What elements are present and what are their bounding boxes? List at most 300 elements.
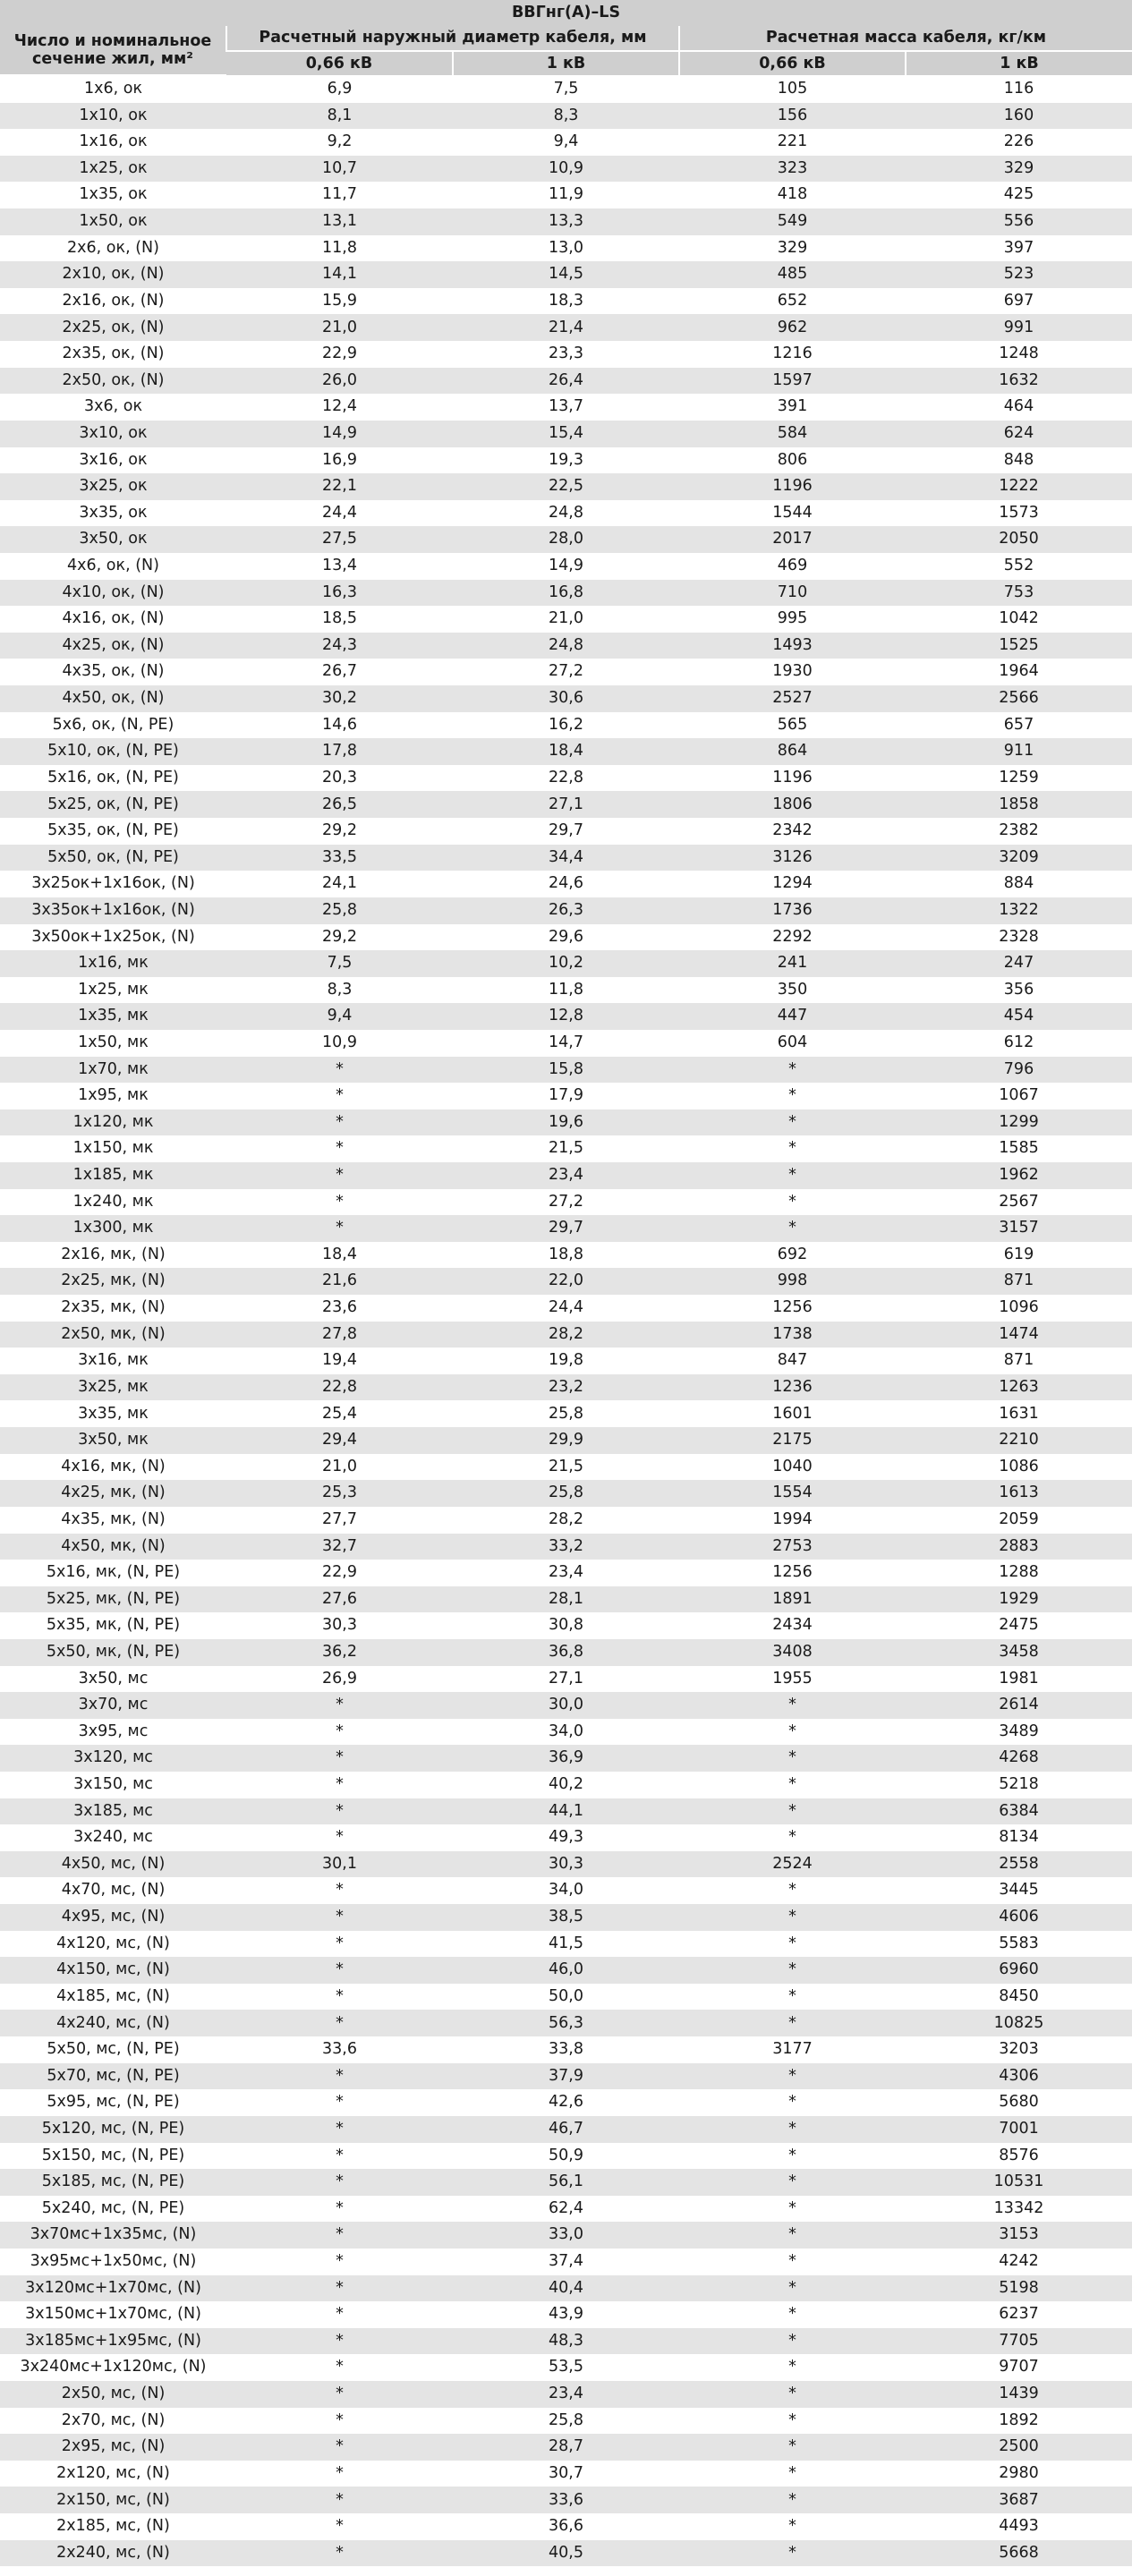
table-row	[0, 1560, 1132, 1586]
cell-section: 5х16, ок, (N, PE)	[0, 765, 226, 792]
header-mass-066kv: 0,66 кВ	[679, 51, 906, 75]
cell-diameter-1kv: 9,4	[453, 129, 679, 156]
cell-diameter-066kv: *	[226, 1931, 453, 1958]
cell-mass-1kv: 2059	[906, 1507, 1132, 1534]
table-row	[0, 1612, 1132, 1639]
table-row	[0, 791, 1132, 818]
cell-mass-066kv: *	[679, 2301, 906, 2328]
cell-mass-066kv: 1493	[679, 633, 906, 659]
cell-diameter-1kv: 56,3	[453, 2010, 679, 2036]
cell-mass-066kv: 2527	[679, 685, 906, 712]
table-row	[0, 1242, 1132, 1269]
cell-diameter-1kv: 18,4	[453, 738, 679, 765]
cell-section: 2х16, мк, (N)	[0, 1242, 226, 1269]
cell-diameter-066kv: 21,0	[226, 1454, 453, 1481]
cell-mass-1kv: 1259	[906, 765, 1132, 792]
cell-mass-1kv: 8134	[906, 1824, 1132, 1851]
cell-diameter-066kv: 26,5	[226, 791, 453, 818]
cell-mass-066kv: 692	[679, 1242, 906, 1269]
cell-section: 1х50, ок	[0, 208, 226, 235]
cell-diameter-1kv: 34,0	[453, 1719, 679, 1746]
cell-diameter-1kv: 10,9	[453, 156, 679, 183]
cell-mass-066kv: 1256	[679, 1560, 906, 1586]
cell-diameter-066kv: *	[226, 1957, 453, 1984]
cell-mass-1kv: 329	[906, 156, 1132, 183]
cell-mass-066kv: *	[679, 1135, 906, 1162]
table-row	[0, 2143, 1132, 2170]
cell-mass-1kv: 3458	[906, 1639, 1132, 1666]
cell-section: 1х25, ок	[0, 156, 226, 183]
cell-mass-1kv: 871	[906, 1268, 1132, 1295]
table-title: ВВГнг(А)–LS	[0, 0, 1132, 26]
table-row	[0, 2408, 1132, 2435]
table-row	[0, 1507, 1132, 1534]
cell-mass-066kv: *	[679, 1083, 906, 1109]
header-section: Число и номинальное сечение жил, мм²	[0, 26, 226, 75]
cell-mass-066kv: *	[679, 1904, 906, 1931]
cell-section: 5х150, мс, (N, PE)	[0, 2143, 226, 2170]
table-row	[0, 208, 1132, 235]
table-row	[0, 659, 1132, 685]
cell-section: 5х16, мк, (N, PE)	[0, 1560, 226, 1586]
cell-diameter-1kv: 33,6	[453, 2487, 679, 2513]
table-row	[0, 1639, 1132, 1666]
cell-diameter-1kv: 26,4	[453, 368, 679, 395]
cell-diameter-1kv: 29,7	[453, 1215, 679, 1242]
cell-diameter-1kv: 8,3	[453, 103, 679, 130]
cell-diameter-066kv: 21,6	[226, 1268, 453, 1295]
cell-section: 2х50, мс, (N)	[0, 2381, 226, 2408]
cell-mass-1kv: 5218	[906, 1772, 1132, 1798]
cell-diameter-066kv: 20,3	[226, 765, 453, 792]
cell-mass-1kv: 2567	[906, 1189, 1132, 1216]
cell-diameter-066kv: *	[226, 2063, 453, 2090]
cell-section: 1х300, мк	[0, 1215, 226, 1242]
cell-section: 3х50ок+1х25ок, (N)	[0, 924, 226, 951]
cell-diameter-066kv: 29,2	[226, 924, 453, 951]
cell-section: 5х10, ок, (N, PE)	[0, 738, 226, 765]
cell-mass-066kv: 2175	[679, 1427, 906, 1454]
cell-mass-1kv: 1248	[906, 341, 1132, 368]
cell-mass-1kv: 1964	[906, 659, 1132, 685]
cell-mass-1kv: 6384	[906, 1798, 1132, 1825]
cell-diameter-066kv: 22,1	[226, 473, 453, 500]
cell-diameter-066kv: 7,5	[226, 950, 453, 977]
table-row	[0, 1586, 1132, 1613]
cell-diameter-066kv: *	[226, 1083, 453, 1109]
cell-diameter-066kv: 30,2	[226, 685, 453, 712]
cell-diameter-1kv: 40,5	[453, 2540, 679, 2567]
header-diameter-066kv: 0,66 кВ	[226, 51, 453, 75]
cell-diameter-066kv: 22,9	[226, 341, 453, 368]
cell-diameter-1kv: 14,5	[453, 261, 679, 288]
cell-section: 3х120, мс	[0, 1745, 226, 1772]
table-row	[0, 2249, 1132, 2275]
cell-section: 3х70, мс	[0, 1692, 226, 1719]
cell-mass-066kv: *	[679, 1057, 906, 1084]
cell-section: 1х50, мк	[0, 1030, 226, 1057]
cell-mass-066kv: 1930	[679, 659, 906, 685]
cell-mass-1kv: 1632	[906, 368, 1132, 395]
cell-mass-1kv: 1263	[906, 1374, 1132, 1401]
cell-diameter-066kv: *	[226, 1692, 453, 1719]
cell-section: 4х25, мк, (N)	[0, 1480, 226, 1507]
cell-mass-1kv: 1288	[906, 1560, 1132, 1586]
table-row	[0, 1162, 1132, 1189]
cell-mass-1kv: 3489	[906, 1719, 1132, 1746]
cell-diameter-066kv: 26,9	[226, 1666, 453, 1693]
table-row	[0, 473, 1132, 500]
cell-diameter-066kv: *	[226, 1719, 453, 1746]
cell-mass-066kv: 1738	[679, 1322, 906, 1348]
cell-diameter-066kv: 30,1	[226, 1851, 453, 1878]
cell-diameter-066kv: 25,8	[226, 897, 453, 924]
cell-mass-1kv: 2328	[906, 924, 1132, 951]
cell-mass-1kv: 5680	[906, 2089, 1132, 2116]
cell-diameter-1kv: 42,6	[453, 2089, 679, 2116]
cell-mass-1kv: 3157	[906, 1215, 1132, 1242]
cell-diameter-066kv: 25,4	[226, 1400, 453, 1427]
table-row	[0, 156, 1132, 183]
cell-mass-1kv: 1585	[906, 1135, 1132, 1162]
cell-mass-066kv: *	[679, 1692, 906, 1719]
cell-diameter-066kv: *	[226, 1798, 453, 1825]
cell-diameter-1kv: 25,8	[453, 1400, 679, 1427]
cell-diameter-1kv: 29,7	[453, 818, 679, 845]
table-row	[0, 2513, 1132, 2540]
cell-diameter-066kv: *	[226, 2301, 453, 2328]
table-body	[0, 75, 1132, 2566]
cell-mass-1kv: 1631	[906, 1400, 1132, 1427]
cell-mass-1kv: 523	[906, 261, 1132, 288]
cell-diameter-1kv: 23,3	[453, 341, 679, 368]
cell-diameter-1kv: 56,1	[453, 2169, 679, 2196]
table-row	[0, 977, 1132, 1004]
cell-diameter-1kv: 23,4	[453, 1162, 679, 1189]
table-row	[0, 2461, 1132, 2487]
cell-section: 2х150, мс, (N)	[0, 2487, 226, 2513]
cell-mass-066kv: *	[679, 1824, 906, 1851]
cell-mass-1kv: 8576	[906, 2143, 1132, 2170]
cell-mass-1kv: 1474	[906, 1322, 1132, 1348]
cell-section: 1х120, мк	[0, 1109, 226, 1136]
table-row	[0, 2301, 1132, 2328]
cell-section: 1х35, мк	[0, 1003, 226, 1030]
table-row	[0, 2354, 1132, 2381]
cell-diameter-1kv: 30,0	[453, 1692, 679, 1719]
cell-diameter-1kv: 13,7	[453, 394, 679, 421]
cell-section: 1х16, ок	[0, 129, 226, 156]
table-row	[0, 421, 1132, 447]
table-row	[0, 1427, 1132, 1454]
table-row	[0, 580, 1132, 607]
header-mass: Расчетная масса кабеля, кг/км	[679, 26, 1132, 51]
table-row	[0, 75, 1132, 103]
cell-mass-1kv: 991	[906, 314, 1132, 341]
cell-diameter-1kv: 11,9	[453, 182, 679, 208]
table-row	[0, 1745, 1132, 1772]
cell-diameter-066kv: *	[226, 1877, 453, 1904]
cell-section: 4х50, мк, (N)	[0, 1534, 226, 1560]
cell-mass-1kv: 5668	[906, 2540, 1132, 2567]
cell-mass-1kv: 1573	[906, 500, 1132, 527]
cell-mass-066kv: 549	[679, 208, 906, 235]
cell-section: 3х16, ок	[0, 447, 226, 474]
cell-mass-066kv: 391	[679, 394, 906, 421]
table-row	[0, 1824, 1132, 1851]
cell-mass-1kv: 657	[906, 712, 1132, 739]
cell-mass-1kv: 624	[906, 421, 1132, 447]
cell-diameter-066kv: 17,8	[226, 738, 453, 765]
cell-mass-1kv: 1439	[906, 2381, 1132, 2408]
table-row	[0, 1268, 1132, 1295]
cell-mass-066kv: *	[679, 2381, 906, 2408]
cell-section: 5х120, мс, (N, PE)	[0, 2116, 226, 2143]
cell-section: 1х95, мк	[0, 1083, 226, 1109]
cell-diameter-066kv: 13,4	[226, 553, 453, 580]
cell-mass-066kv: *	[679, 1931, 906, 1958]
cell-diameter-1kv: 13,0	[453, 235, 679, 262]
cell-diameter-066kv: 18,4	[226, 1242, 453, 1269]
table-row	[0, 818, 1132, 845]
cell-section: 4х35, мк, (N)	[0, 1507, 226, 1534]
cell-diameter-1kv: 19,8	[453, 1348, 679, 1374]
cell-diameter-066kv: *	[226, 2143, 453, 2170]
cell-section: 3х185, мс	[0, 1798, 226, 1825]
cell-section: 3х95мс+1х50мс, (N)	[0, 2249, 226, 2275]
cell-mass-1kv: 4242	[906, 2249, 1132, 2275]
cell-section: 3х240мс+1х120мс, (N)	[0, 2354, 226, 2381]
cell-diameter-066kv: 27,6	[226, 1586, 453, 1613]
table-row	[0, 871, 1132, 897]
cell-mass-1kv: 13342	[906, 2196, 1132, 2223]
cell-mass-1kv: 4493	[906, 2513, 1132, 2540]
cell-mass-066kv: 995	[679, 606, 906, 633]
cell-mass-1kv: 2883	[906, 1534, 1132, 1560]
cell-mass-1kv: 226	[906, 129, 1132, 156]
cell-mass-066kv: *	[679, 1189, 906, 1216]
cell-mass-066kv: *	[679, 2222, 906, 2249]
table-row	[0, 182, 1132, 208]
cell-diameter-066kv: *	[226, 1745, 453, 1772]
cell-section: 1х240, мк	[0, 1189, 226, 1216]
cell-diameter-066kv: 27,7	[226, 1507, 453, 1534]
cell-mass-1kv: 116	[906, 75, 1132, 103]
cell-diameter-066kv: 13,1	[226, 208, 453, 235]
cell-section: 2х16, ок, (N)	[0, 288, 226, 315]
cell-mass-066kv: 221	[679, 129, 906, 156]
table-row	[0, 341, 1132, 368]
cell-diameter-1kv: 49,3	[453, 1824, 679, 1851]
cell-mass-1kv: 1067	[906, 1083, 1132, 1109]
cell-diameter-1kv: 48,3	[453, 2328, 679, 2355]
cell-diameter-1kv: 14,9	[453, 553, 679, 580]
cell-mass-066kv: *	[679, 1215, 906, 1242]
cell-mass-1kv: 6237	[906, 2301, 1132, 2328]
cell-mass-1kv: 556	[906, 208, 1132, 235]
cell-section: 3х25, ок	[0, 473, 226, 500]
cell-section: 2х120, мс, (N)	[0, 2461, 226, 2487]
table-row	[0, 1931, 1132, 1958]
cell-diameter-066kv: 16,3	[226, 580, 453, 607]
table-row	[0, 2222, 1132, 2249]
cell-mass-066kv: 652	[679, 288, 906, 315]
cell-diameter-1kv: 40,4	[453, 2275, 679, 2302]
table-row	[0, 1851, 1132, 1878]
cell-mass-1kv: 848	[906, 447, 1132, 474]
cell-mass-1kv: 2558	[906, 1851, 1132, 1878]
cell-mass-066kv: 1955	[679, 1666, 906, 1693]
cell-mass-066kv: 241	[679, 950, 906, 977]
cell-section: 3х185мс+1х95мс, (N)	[0, 2328, 226, 2355]
cell-diameter-1kv: 30,7	[453, 2461, 679, 2487]
cell-mass-1kv: 1892	[906, 2408, 1132, 2435]
cell-mass-066kv: *	[679, 2328, 906, 2355]
table-row	[0, 845, 1132, 871]
table-row	[0, 738, 1132, 765]
cell-mass-1kv: 247	[906, 950, 1132, 977]
table-row	[0, 2010, 1132, 2036]
cell-diameter-1kv: 12,8	[453, 1003, 679, 1030]
cell-diameter-066kv: 19,4	[226, 1348, 453, 1374]
cell-section: 3х120мс+1х70мс, (N)	[0, 2275, 226, 2302]
cell-mass-066kv: 105	[679, 75, 906, 103]
cell-mass-1kv: 2500	[906, 2434, 1132, 2461]
cell-diameter-1kv: 22,0	[453, 1268, 679, 1295]
cell-section: 1х6, ок	[0, 75, 226, 103]
cell-diameter-1kv: 7,5	[453, 75, 679, 103]
cell-diameter-066kv: *	[226, 2169, 453, 2196]
cell-mass-1kv: 7705	[906, 2328, 1132, 2355]
cell-mass-066kv: 1601	[679, 1400, 906, 1427]
cell-section: 1х35, ок	[0, 182, 226, 208]
cell-diameter-066kv: *	[226, 1057, 453, 1084]
cell-mass-1kv: 3445	[906, 1877, 1132, 1904]
cell-diameter-1kv: 14,7	[453, 1030, 679, 1057]
cell-diameter-1kv: 27,1	[453, 1666, 679, 1693]
cell-mass-1kv: 9707	[906, 2354, 1132, 2381]
cell-diameter-1kv: 34,4	[453, 845, 679, 871]
cell-mass-066kv: 329	[679, 235, 906, 262]
table-row	[0, 2275, 1132, 2302]
cell-mass-066kv: 469	[679, 553, 906, 580]
table-row	[0, 261, 1132, 288]
cell-section: 3х50, мк	[0, 1427, 226, 1454]
cell-section: 4х185, мс, (N)	[0, 1984, 226, 2011]
cell-mass-1kv: 1322	[906, 897, 1132, 924]
cell-mass-066kv: 2753	[679, 1534, 906, 1560]
cell-mass-1kv: 4268	[906, 1745, 1132, 1772]
cell-mass-1kv: 356	[906, 977, 1132, 1004]
cell-mass-1kv: 1858	[906, 791, 1132, 818]
cell-section: 4х35, ок, (N)	[0, 659, 226, 685]
cell-mass-066kv: 710	[679, 580, 906, 607]
cell-diameter-066kv: *	[226, 2434, 453, 2461]
cell-section: 3х16, мк	[0, 1348, 226, 1374]
cell-mass-066kv: 864	[679, 738, 906, 765]
cell-section: 5х95, мс, (N, PE)	[0, 2089, 226, 2116]
table-row	[0, 2089, 1132, 2116]
cell-mass-1kv: 5583	[906, 1931, 1132, 1958]
cell-section: 3х35ок+1х16ок, (N)	[0, 897, 226, 924]
cell-section: 4х16, ок, (N)	[0, 606, 226, 633]
cell-diameter-1kv: 26,3	[453, 897, 679, 924]
cell-diameter-1kv: 36,8	[453, 1639, 679, 1666]
cell-section: 4х120, мс, (N)	[0, 1931, 226, 1958]
cell-mass-066kv: 1294	[679, 871, 906, 897]
cell-diameter-1kv: 11,8	[453, 977, 679, 1004]
cell-mass-1kv: 2566	[906, 685, 1132, 712]
cell-diameter-1kv: 27,1	[453, 791, 679, 818]
cell-mass-066kv: *	[679, 2461, 906, 2487]
cell-diameter-066kv: *	[226, 2328, 453, 2355]
cell-section: 4х50, ок, (N)	[0, 685, 226, 712]
cell-mass-066kv: 3177	[679, 2036, 906, 2063]
cell-diameter-1kv: 30,6	[453, 685, 679, 712]
cell-mass-1kv: 796	[906, 1057, 1132, 1084]
cell-section: 3х50, мс	[0, 1666, 226, 1693]
cell-mass-1kv: 884	[906, 871, 1132, 897]
cell-mass-066kv: 447	[679, 1003, 906, 1030]
cell-diameter-066kv: 8,3	[226, 977, 453, 1004]
cell-diameter-066kv: 23,6	[226, 1295, 453, 1322]
cell-section: 3х25ок+1х16ок, (N)	[0, 871, 226, 897]
cell-section: 5х35, мк, (N, PE)	[0, 1612, 226, 1639]
cell-mass-066kv: 3126	[679, 845, 906, 871]
cell-mass-066kv: *	[679, 1984, 906, 2011]
cell-diameter-066kv: 21,0	[226, 314, 453, 341]
cell-diameter-1kv: 29,6	[453, 924, 679, 951]
cell-mass-066kv: 1806	[679, 791, 906, 818]
cell-diameter-1kv: 27,2	[453, 1189, 679, 1216]
cell-mass-066kv: 418	[679, 182, 906, 208]
cell-diameter-066kv: 9,4	[226, 1003, 453, 1030]
cell-diameter-1kv: 62,4	[453, 2196, 679, 2223]
cell-diameter-066kv: 18,5	[226, 606, 453, 633]
cell-diameter-1kv: 15,4	[453, 421, 679, 447]
cell-diameter-066kv: 14,1	[226, 261, 453, 288]
cell-section: 5х25, мк, (N, PE)	[0, 1586, 226, 1613]
cell-diameter-066kv: *	[226, 2354, 453, 2381]
cell-mass-066kv: *	[679, 1798, 906, 1825]
cell-mass-066kv: 962	[679, 314, 906, 341]
cell-diameter-1kv: 37,9	[453, 2063, 679, 2090]
cell-section: 4х240, мс, (N)	[0, 2010, 226, 2036]
table-row	[0, 712, 1132, 739]
table-row	[0, 1400, 1132, 1427]
table-row	[0, 1877, 1132, 1904]
cell-mass-1kv: 1525	[906, 633, 1132, 659]
cell-diameter-1kv: 29,9	[453, 1427, 679, 1454]
cell-diameter-1kv: 30,8	[453, 1612, 679, 1639]
cell-mass-066kv: 2292	[679, 924, 906, 951]
cell-diameter-066kv: 32,7	[226, 1534, 453, 1560]
cell-diameter-1kv: 27,2	[453, 659, 679, 685]
cell-diameter-066kv: 10,9	[226, 1030, 453, 1057]
cell-section: 1х25, мк	[0, 977, 226, 1004]
cell-mass-066kv: 565	[679, 712, 906, 739]
cell-diameter-1kv: 24,8	[453, 500, 679, 527]
cell-diameter-066kv: *	[226, 1189, 453, 1216]
table-row	[0, 368, 1132, 395]
cell-mass-1kv: 2614	[906, 1692, 1132, 1719]
cell-mass-1kv: 2475	[906, 1612, 1132, 1639]
cell-mass-066kv: 1554	[679, 1480, 906, 1507]
cell-section: 5х25, ок, (N, PE)	[0, 791, 226, 818]
cell-diameter-066kv: 9,2	[226, 129, 453, 156]
cell-section: 1х150, мк	[0, 1135, 226, 1162]
cell-diameter-066kv: *	[226, 2196, 453, 2223]
